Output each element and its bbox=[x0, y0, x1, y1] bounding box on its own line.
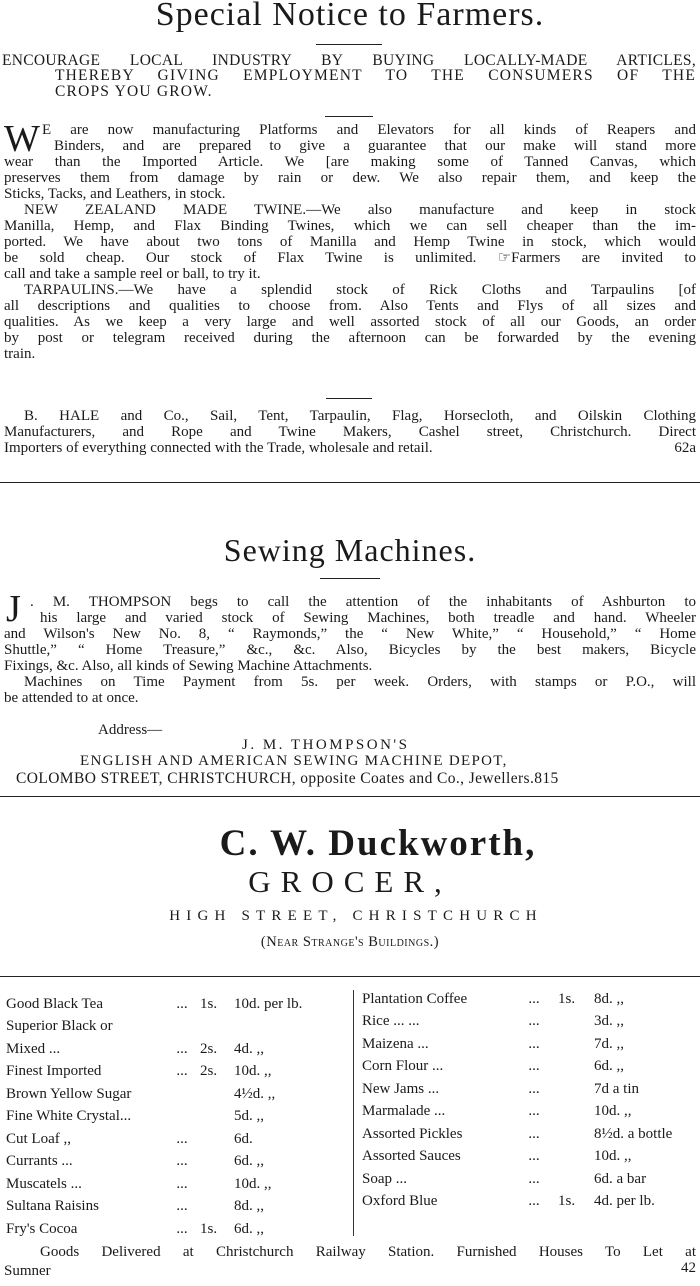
item-name: Soap ... bbox=[362, 1170, 407, 1187]
price-pence: 4d. per lb. bbox=[594, 1193, 655, 1210]
body-line: train. bbox=[4, 346, 36, 362]
price-row bbox=[362, 1168, 694, 1191]
title-rule bbox=[320, 578, 380, 579]
farmers-subhead-line-2: THEREBY GIVING EMPLOYMENT TO THE CONSUMERS OF THE bbox=[55, 67, 696, 84]
item-name: Mixed ... bbox=[6, 1040, 61, 1057]
item-name: Good Black Tea bbox=[6, 995, 103, 1012]
price-pence: 4½d. ,, bbox=[234, 1085, 276, 1102]
price-row bbox=[6, 1061, 346, 1084]
price-pence: 4d. ,, bbox=[234, 1040, 264, 1057]
item-name: Muscatels ... bbox=[6, 1175, 82, 1192]
leader-dots: ... bbox=[176, 1198, 188, 1215]
grocer-near: (Near Strange's Buildings.) bbox=[260, 934, 440, 950]
price-row bbox=[6, 1218, 346, 1241]
price-shillings: 2s. bbox=[200, 1063, 218, 1080]
leader-dots: ... bbox=[176, 1220, 188, 1237]
farmers-drop-cap: W bbox=[4, 118, 40, 160]
sewing-title: Sewing Machines. bbox=[223, 532, 477, 568]
leader-dots: ... bbox=[528, 990, 540, 1007]
price-pence: 8d. ,, bbox=[594, 990, 624, 1007]
body-line: wear than the Imported Article. We [are making some of Tanned Canvas, which bbox=[4, 154, 696, 170]
price-row bbox=[362, 1011, 694, 1034]
price-shillings bbox=[200, 1128, 234, 1151]
price-shillings: 1s. bbox=[558, 1193, 576, 1210]
subhead-rule bbox=[325, 116, 373, 117]
price-pence bbox=[234, 1016, 346, 1039]
item-name: Corn Flour ... bbox=[362, 1058, 444, 1075]
grocer-footer: Goods Delivered at Christchurch Railway Station. Furnished Houses To Let at bbox=[40, 1244, 696, 1260]
price-row bbox=[6, 1128, 346, 1151]
leader-dots: ... bbox=[176, 995, 188, 1012]
price-shillings bbox=[200, 1196, 234, 1219]
price-shillings bbox=[200, 1106, 234, 1129]
table-column-divider bbox=[353, 990, 354, 1236]
item-name: Finest Imported bbox=[6, 1063, 102, 1080]
item-name: Assorted Pickles bbox=[362, 1125, 463, 1142]
price-pence: 10d. per lb. bbox=[234, 995, 303, 1012]
farmers-title: Special Notice to Farmers. bbox=[155, 0, 545, 33]
body-line: Sticks, Tacks, and Leathers, in stock. bbox=[4, 186, 226, 202]
leader-dots: ... bbox=[528, 1193, 540, 1210]
price-row bbox=[362, 1123, 694, 1146]
body-line: all descriptions and qualities to choose from. Also Tents and Flys of all sizes and bbox=[4, 298, 696, 314]
price-list-left bbox=[6, 993, 346, 1241]
body-line: preserves them from damage by rain or dew. We also repair them, and keep the bbox=[4, 170, 696, 186]
sewing-address-street: COLOMBO STREET, CHRISTCHURCH, opposite Coates and Co., Jewellers.815 bbox=[16, 770, 559, 787]
grocer-name: C. W. Duckworth, bbox=[219, 823, 537, 864]
sewing-drop-cap: J bbox=[6, 588, 21, 630]
body-line: by post or telegram received during the afternoon can be forwarded by the evening bbox=[4, 330, 696, 346]
grocer-ref-number: 42 bbox=[681, 1260, 696, 1276]
grocer-footer-sumner: Sumner bbox=[4, 1263, 51, 1279]
price-pence: 7d. ,, bbox=[594, 1035, 624, 1052]
item-name: Brown Yellow Sugar bbox=[6, 1085, 132, 1102]
price-shillings bbox=[558, 1101, 594, 1124]
farmers-ref-number: 62a bbox=[674, 440, 696, 456]
item-name: Currants ... bbox=[6, 1153, 73, 1170]
leader-dots: ... bbox=[176, 1040, 188, 1057]
price-row bbox=[362, 1146, 694, 1169]
price-shillings bbox=[200, 1173, 234, 1196]
item-name: Superior Black or bbox=[6, 1018, 113, 1035]
body-line: Machines on Time Payment from 5s. per week. Orders, with stamps or P.O., will bbox=[24, 674, 696, 690]
price-row bbox=[362, 1191, 694, 1214]
farmers-signature bbox=[4, 408, 696, 456]
item-name: New Jams ... bbox=[362, 1080, 440, 1097]
leader-dots: ... bbox=[176, 1063, 188, 1080]
signature-line: Manufacturers, and Rope and Twine Makers, Cashel street, Christchurch. Direct bbox=[4, 424, 696, 440]
grocer-trade: GROCER, bbox=[248, 864, 452, 899]
price-shillings: 1s. bbox=[558, 990, 576, 1007]
sewing-body bbox=[4, 594, 696, 706]
price-row bbox=[362, 988, 694, 1011]
price-shillings bbox=[558, 1078, 594, 1101]
farmers-subhead-line-1: ENCOURAGE LOCAL INDUSTRY BY BUYING LOCALLY-MADE ARTICLES, bbox=[2, 52, 696, 69]
price-pence: 8½d. a bottle bbox=[594, 1125, 673, 1142]
signature-line: B. HALE and Co., Sail, Tent, Tarpaulin, Flag, Horsecloth, and Oilskin Clothing bbox=[24, 408, 696, 424]
price-shillings bbox=[558, 1168, 594, 1191]
price-row bbox=[6, 1083, 346, 1106]
leader-dots: ... bbox=[176, 1130, 188, 1147]
body-line: NEW ZEALAND MADE TWINE.—We also manufacture and keep in stock bbox=[24, 202, 696, 218]
price-pence: 10d. ,, bbox=[594, 1103, 632, 1120]
item-name: Assorted Sauces bbox=[362, 1148, 461, 1165]
price-row bbox=[362, 1101, 694, 1124]
price-shillings bbox=[558, 1146, 594, 1169]
price-shillings bbox=[200, 1016, 234, 1039]
leader-dots: ... bbox=[528, 1125, 540, 1142]
body-line: his large and varied stock of Sewing Machines, both treadle and hand. Wheeler bbox=[40, 610, 696, 626]
item-name: Fry's Cocoa bbox=[6, 1220, 78, 1237]
farmers-subhead-line-3: CROPS YOU GROW. bbox=[55, 83, 213, 100]
body-line: Binders, and are prepared to give a guarantee that our make will stand more bbox=[54, 138, 696, 154]
price-pence: 7d a tin bbox=[594, 1080, 639, 1097]
price-shillings bbox=[558, 1033, 594, 1056]
price-shillings bbox=[200, 1151, 234, 1174]
body-line: be attended to at once. bbox=[4, 690, 139, 706]
price-row bbox=[6, 1151, 346, 1174]
body-rule bbox=[326, 398, 372, 399]
leader-dots bbox=[164, 1083, 200, 1106]
price-row bbox=[6, 993, 346, 1016]
price-pence: 5d. ,, bbox=[234, 1108, 264, 1125]
body-line: ported. We have about two tons of Manilla and Hemp Twine in stock, which would bbox=[4, 234, 696, 250]
signature-line: Importers of everything connected with the Trade, wholesale and retail. bbox=[4, 440, 433, 456]
leader-dots: ... bbox=[528, 1103, 540, 1120]
price-row bbox=[362, 1078, 694, 1101]
price-pence: 10d. ,, bbox=[234, 1063, 272, 1080]
grocer-street: HIGH STREET, CHRISTCHURCH bbox=[169, 908, 543, 924]
price-row bbox=[6, 1038, 346, 1061]
item-name: Sultana Raisins bbox=[6, 1198, 99, 1215]
title-rule bbox=[316, 44, 382, 45]
section-divider bbox=[0, 482, 700, 483]
section-divider bbox=[0, 796, 700, 797]
body-line: Shuttle,” “ Home Treasure,” &c., &c. Also, Bicycles by the best makers, Bicycle bbox=[4, 642, 696, 658]
price-list-right bbox=[362, 988, 694, 1213]
item-name: Oxford Blue bbox=[362, 1193, 438, 1210]
item-name: Fine White Crystal... bbox=[6, 1108, 132, 1125]
price-row bbox=[362, 1056, 694, 1079]
leader-dots: ... bbox=[528, 1058, 540, 1075]
leader-dots: ... bbox=[528, 1148, 540, 1165]
price-row bbox=[6, 1106, 346, 1129]
price-row bbox=[362, 1033, 694, 1056]
price-row bbox=[6, 1016, 346, 1039]
price-row bbox=[6, 1196, 346, 1219]
sewing-address-name: J. M. THOMPSON'S bbox=[242, 737, 410, 753]
table-top-rule bbox=[0, 976, 700, 977]
item-name: Marmalade ... bbox=[362, 1103, 446, 1120]
body-line: call and take a sample reel or ball, to try it. bbox=[4, 266, 261, 282]
price-shillings bbox=[200, 1083, 234, 1106]
leader-dots: ... bbox=[176, 1153, 188, 1170]
price-pence: 6d. ,, bbox=[594, 1058, 624, 1075]
leader-dots: ... bbox=[528, 1013, 540, 1030]
leader-dots: ... bbox=[176, 1175, 188, 1192]
body-line: Fixings, &c. Also, all kinds of Sewing Machine Attachments. bbox=[4, 658, 373, 674]
item-name: Maizena ... bbox=[362, 1035, 429, 1052]
leader-dots bbox=[164, 1016, 200, 1039]
body-line: TARPAULINS.—We have a splendid stock of Rick Cloths and Tarpaulins [of bbox=[24, 282, 696, 298]
price-shillings: 1s. bbox=[200, 1220, 218, 1237]
farmers-body bbox=[4, 118, 696, 362]
price-row bbox=[6, 1173, 346, 1196]
body-line: Manilla, Hemp, and Flax Binding Twines, which we can sell cheaper than the im- bbox=[4, 218, 696, 234]
body-line: qualities. As we keep a very large and well assorted stock of all our Goods, an order bbox=[4, 314, 696, 330]
body-line: E are now manufacturing Platforms and Elevators for all kinds of Reapers and bbox=[42, 122, 696, 138]
item-name: Plantation Coffee bbox=[362, 990, 468, 1007]
body-line: and Wilson's New No. 8, “ Raymonds,” the “ New White,” “ Household,” “ Home bbox=[4, 626, 696, 642]
price-shillings bbox=[558, 1011, 594, 1034]
item-name: Rice ... ... bbox=[362, 1013, 420, 1030]
sewing-address-label: Address— bbox=[98, 722, 163, 738]
leader-dots: ... bbox=[528, 1080, 540, 1097]
body-line: . M. THOMPSON begs to call the attention of the inhabitants of Ashburton to bbox=[30, 594, 696, 610]
price-shillings bbox=[558, 1123, 594, 1146]
price-pence: 6d. ,, bbox=[234, 1153, 264, 1170]
sewing-address-depot: ENGLISH AND AMERICAN SEWING MACHINE DEPOT, bbox=[80, 753, 508, 769]
price-pence: 6d. a bar bbox=[594, 1170, 647, 1187]
price-shillings: 2s. bbox=[200, 1040, 218, 1057]
leader-dots: ... bbox=[528, 1170, 540, 1187]
body-line: be sold cheap. Our stock of Flax Twine is unlimited. ☞Farmers are invited to bbox=[4, 250, 696, 266]
price-pence: 6d. bbox=[234, 1130, 253, 1147]
item-name: Cut Loaf ,, bbox=[6, 1130, 71, 1147]
price-shillings: 1s. bbox=[200, 995, 218, 1012]
price-pence: 6d. ,, bbox=[234, 1220, 264, 1237]
price-pence: 8d. ,, bbox=[234, 1198, 264, 1215]
price-pence: 10d. ,, bbox=[594, 1148, 632, 1165]
price-pence: 3d. ,, bbox=[594, 1013, 624, 1030]
price-shillings bbox=[558, 1056, 594, 1079]
leader-dots: ... bbox=[528, 1035, 540, 1052]
leader-dots bbox=[164, 1106, 200, 1129]
price-pence: 10d. ,, bbox=[234, 1175, 272, 1192]
